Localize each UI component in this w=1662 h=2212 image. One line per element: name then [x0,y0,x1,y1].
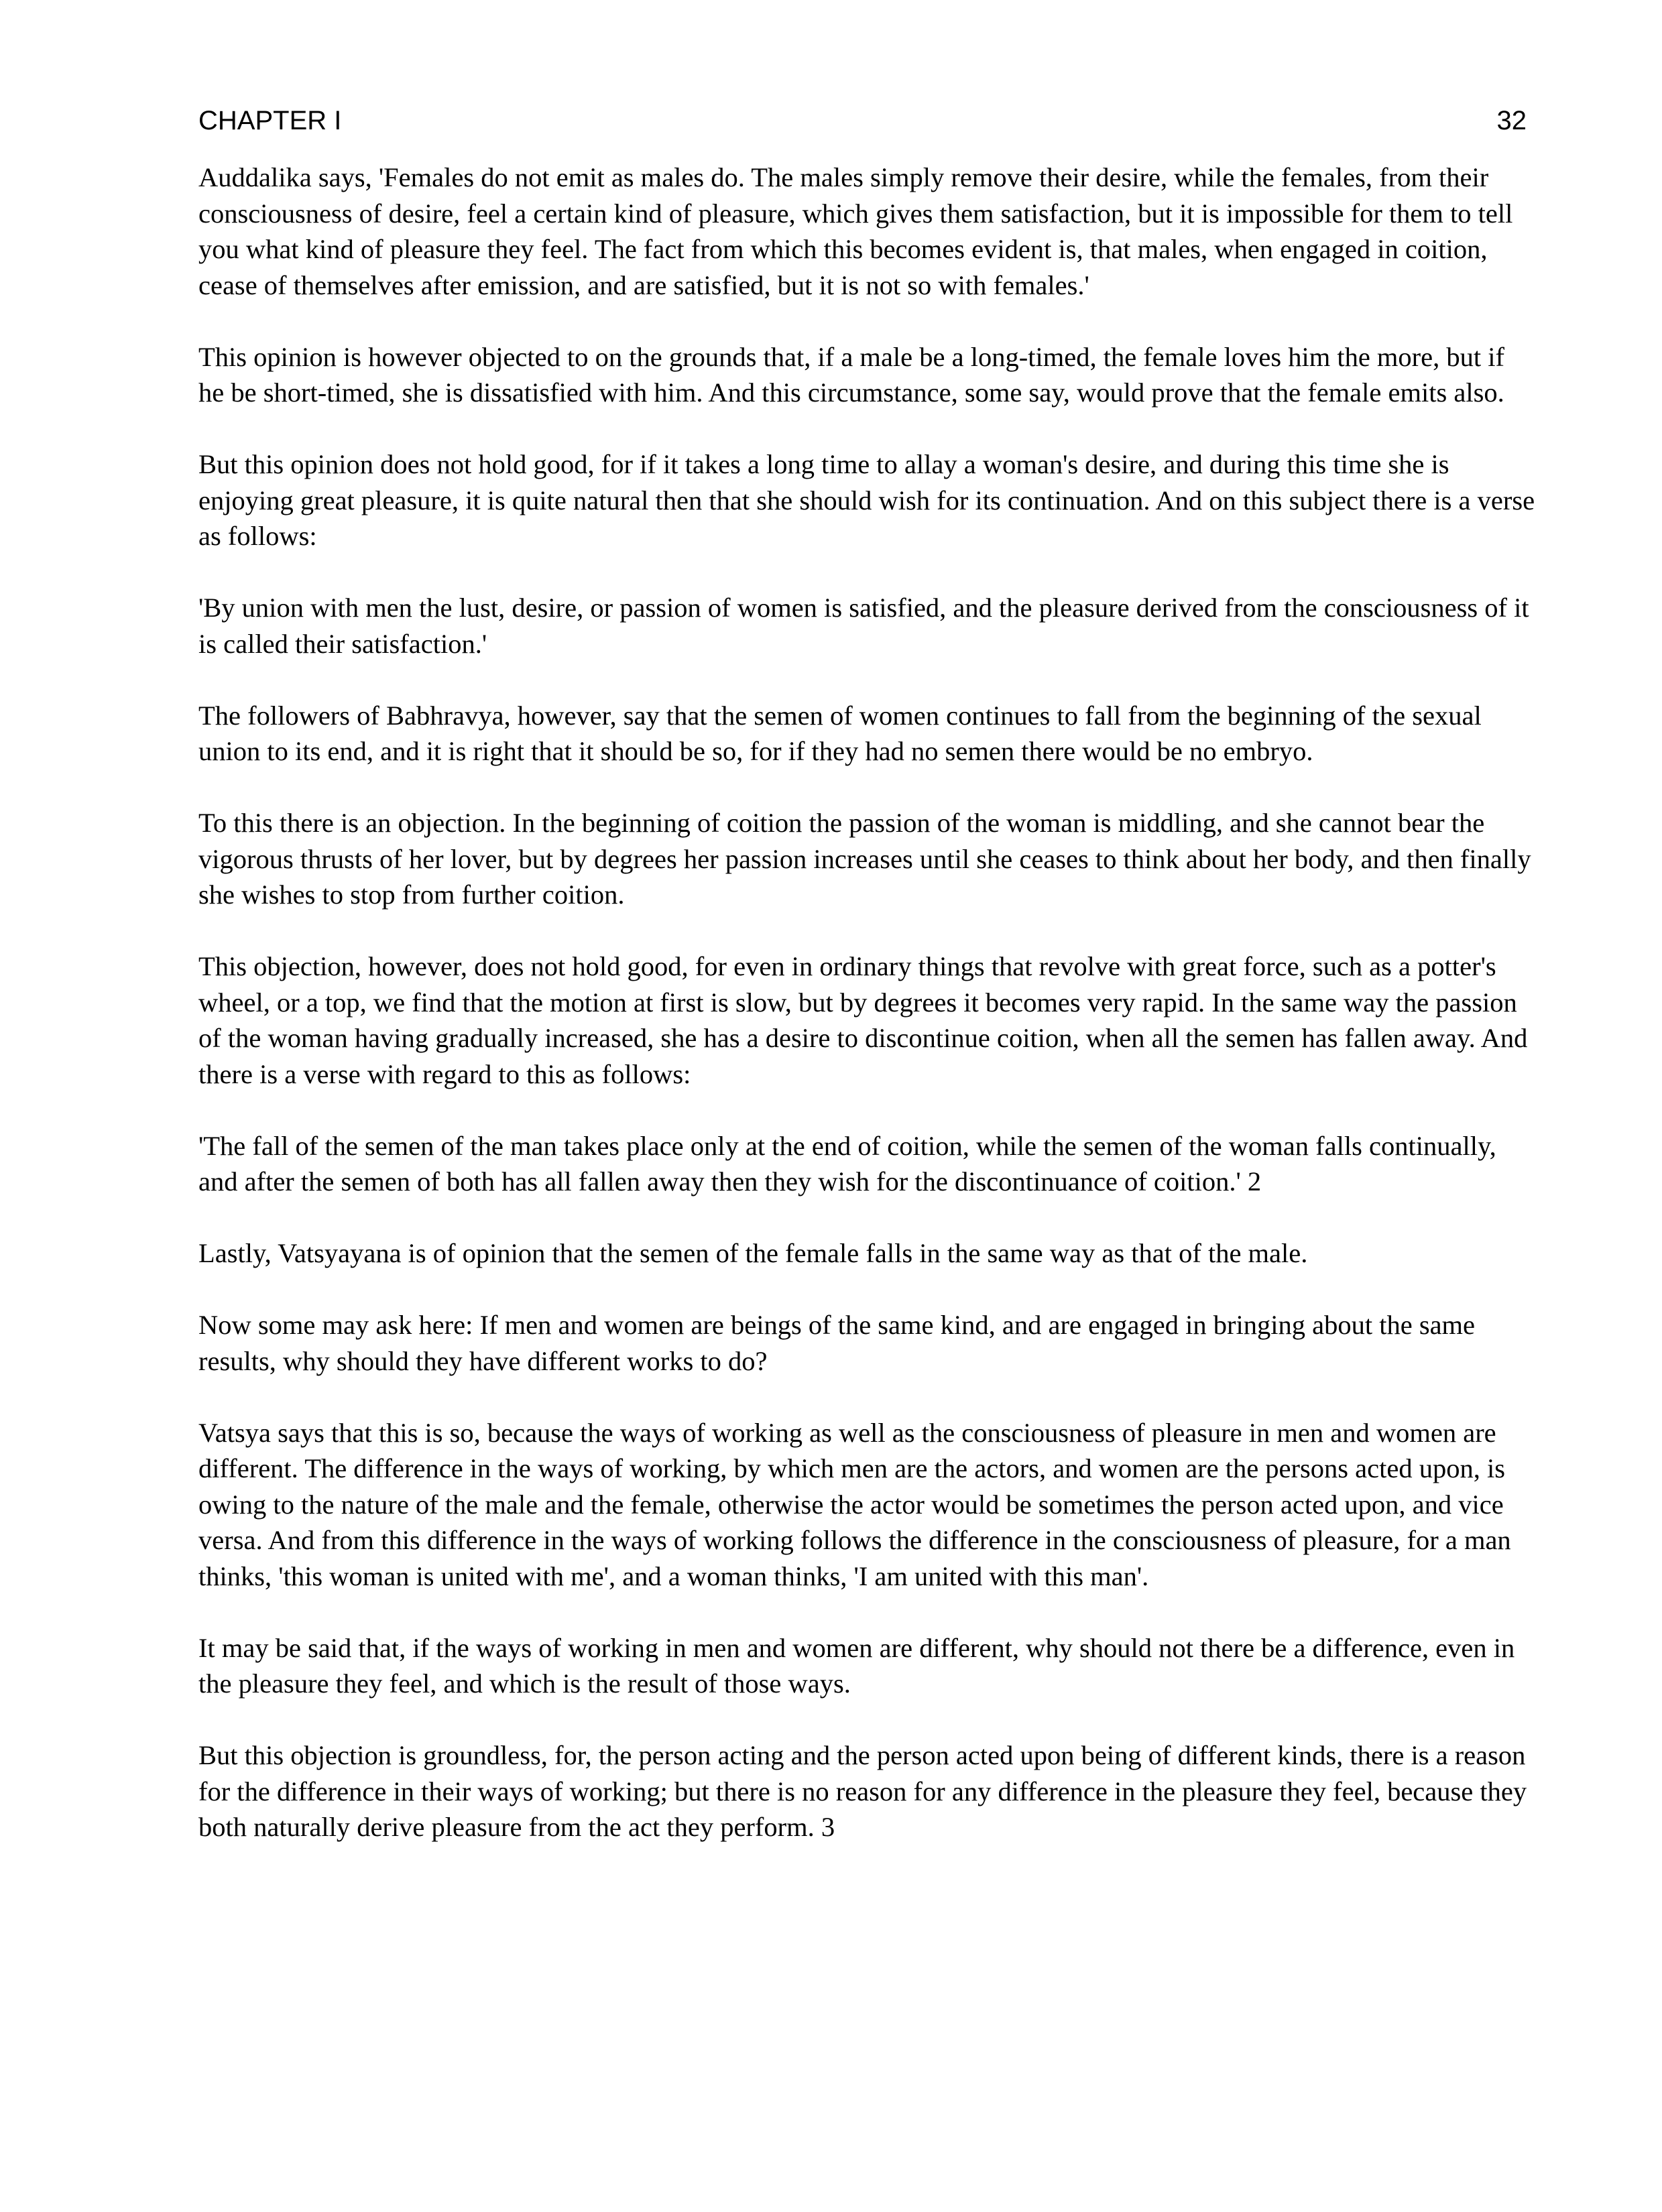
paragraph: To this there is an objection. In the beginning of coition the passion of the woman is middling, and she cannot bear the vigorous thrusts of her lover, but by degrees her passion increases until she ceases to think about her body, and then finally she wishes to stop from further coition. [198,808,1531,910]
running-header [198,102,1527,139]
paragraph: But this objection is groundless, for, the person acting and the person acted upon being of different kinds, there is a reason for the difference in their ways of working; but there is no reason for any difference in the pleasure they feel, because they both naturally derive pleasure from the act they perform. 3 [198,1740,1527,1842]
paragraph: 'The fall of the semen of the man takes place only at the end of coition, while the semen of the woman falls continually, and after the semen of both has all fallen away then they wish for the discontinuance of coition.' 2 [198,1130,1496,1196]
paragraph: Now some may ask here: If men and women are beings of the same kind, and are engaged in bringing about the same results, why should they have different works to do? [198,1310,1476,1376]
page-number: 32 [1496,106,1527,135]
paragraph: Vatsya says that this is so, because the ways of working as well as the consciousness of pleasure in men and women are different. The difference in the ways of working, by which men are the actors, and women are the persons acted upon, is owing to the nature of the male and the female, otherwise the actor would be sometimes the person acted upon, and vice versa. And from this difference in the ways of working follows the difference in the consciousness of pleasure, for a man thinks, 'this woman is united with me', and a woman thinks, 'I am united with this man'. [198,1417,1511,1591]
paragraph: 'By union with men the lust, desire, or passion of women is satisfied, and the pleasure derived from the consciousness of it is called their satisfaction.' [198,593,1529,659]
paragraph: The followers of Babhravya, however, say that the semen of women continues to fall from the beginning of the sexual union to its end, and it is right that it should be so, for if they had no semen there would be no embryo. [198,700,1482,766]
body-text [198,160,1535,1845]
paragraph: But this opinion does not hold good, for if it takes a long time to allay a woman's desire, and during this time she is enjoying great pleasure, it is quite natural then that she should wish for its continuation. And on this subject there is a verse as follows: [198,449,1535,551]
paragraph: This opinion is however objected to on the grounds that, if a male be a long-timed, the female loves him the more, but if he be short-timed, she is dissatisfied with him. And this circumstance, some say, would prove that the female emits also. [198,341,1505,408]
paragraph: Lastly, Vatsyayana is of opinion that the semen of the female falls in the same way as that of the male. [198,1238,1308,1268]
paragraph: It may be said that, if the ways of working in men and women are different, why should not there be a difference, even in the pleasure they feel, and which is the result of those ways. [198,1632,1515,1699]
paragraph: This objection, however, does not hold good, for even in ordinary things that revolve with great force, such as a potter's wheel, or a top, we find that the motion at first is slow, but by degrees it becomes very rapid. In the same way the passion of the woman having gradually increased, she has a desire to discontinue coition, when all the semen has fallen away. And there is a verse with regard to this as follows: [198,951,1528,1089]
paragraph: Auddalika says, 'Females do not emit as males do. The males simply remove their desire, while the females, from their consciousness of desire, feel a certain kind of pleasure, which gives them satisfaction, but it is impossible for them to tell you what kind of pleasure they feel. The fact from which this becomes evident is, that males, when engaged in coition, cease of themselves after emission, and are satisfied, but it is not so with females.' [198,162,1513,300]
chapter-heading: CHAPTER I [198,106,342,135]
